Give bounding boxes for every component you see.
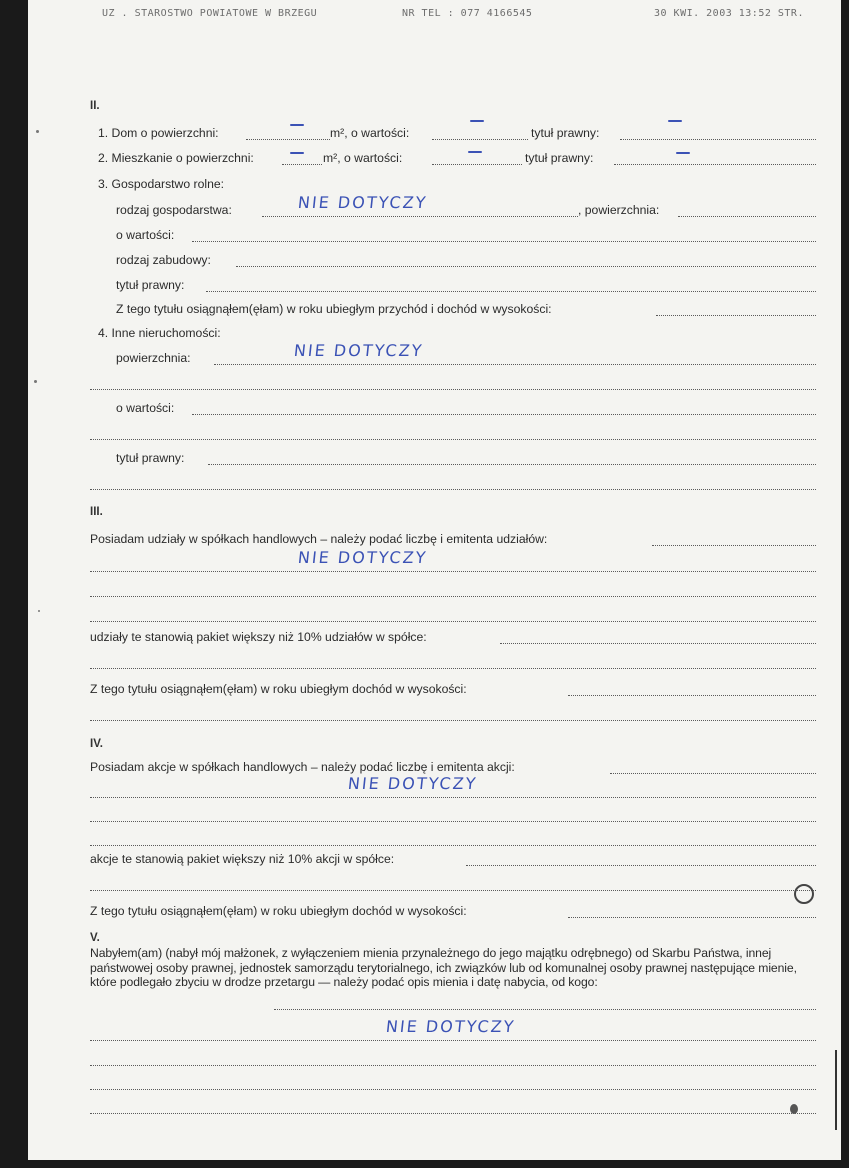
zabudowa-label: rodzaj zabudowy: (116, 253, 211, 267)
udzialy-pakiet-field[interactable] (500, 643, 816, 644)
dom-title-field[interactable] (620, 139, 816, 140)
gosp-wartosc-label: o wartości: (116, 228, 175, 242)
handwritten-mienie: NIE DOTYCZY (385, 1017, 517, 1036)
dash-mark (470, 120, 484, 122)
przychod-label: Z tego tytułu osiągnąłem(ęłam) w roku ubiegłym przychód i dochód w wysokości: (116, 302, 552, 316)
udzialy-dochod-line2 (28, 705, 841, 725)
section-5-heading: V. (90, 932, 100, 944)
mienie-field-5[interactable] (90, 1113, 816, 1114)
udzialy-row (28, 530, 841, 550)
akcje-pakiet-field[interactable] (466, 865, 816, 866)
przychod-field[interactable] (656, 315, 816, 316)
rodzaj-gosp-row (28, 193, 841, 221)
mienie-line2 (28, 1017, 841, 1045)
rodzaj-gosp-field[interactable] (262, 216, 578, 217)
inne-label: 4. Inne nieruchomości: (98, 326, 221, 340)
mieszkanie-title-field[interactable] (614, 164, 816, 165)
dash-mark (668, 120, 682, 122)
dash-mark (290, 152, 304, 154)
akcje-line4 (28, 830, 841, 850)
gospodarstwo-row (28, 175, 841, 195)
udzialy-dochod-label: Z tego tytułu osiągnąłem(ęłam) w roku ubiegłym dochód w wysokości: (90, 682, 467, 696)
gosp-tytul-row (28, 276, 841, 296)
dom-title-label: tytuł prawny: (531, 126, 600, 140)
akcje-pakiet-label: akcje te stanowią pakiet większy niż 10% akcji w spółce: (90, 852, 395, 866)
inne-powierzchnia-label: powierzchnia: (116, 351, 191, 365)
handwritten-akcje: NIE DOTYCZY (347, 774, 479, 793)
udzialy-label: Posiadam udziały w spółkach handlowych – należy podać liczbę i emitenta udziałów: (90, 532, 548, 546)
mieszkanie-value-field[interactable] (432, 164, 522, 165)
powierzchnia-comma-label: , powierzchnia: (578, 203, 660, 217)
inne-tytul-row (28, 449, 841, 469)
scanned-form-page (28, 0, 841, 1160)
scan-artifact (34, 380, 37, 383)
mienie-line5 (28, 1098, 841, 1118)
dom-unit-label: m², o wartości: (330, 126, 410, 140)
dash-mark (468, 151, 482, 153)
fax-sender: UZ . STAROSTWO POWIATOWE W BRZEGU (102, 8, 318, 19)
inne-powierzchnia-field[interactable] (214, 364, 816, 365)
akcje-pakiet-row (28, 850, 841, 870)
inne-powierzchnia-row (28, 341, 841, 369)
udzialy-pakiet-label: udziały te stanowią pakiet większy niż 10% udziałów w spółce: (90, 630, 427, 644)
scan-edge-mark (835, 1050, 837, 1130)
section-3-heading: III. (90, 506, 103, 518)
inne-tytul-label: tytuł prawny: (116, 451, 185, 465)
inne-tytul-line2 (28, 474, 841, 494)
akcje-line3 (28, 806, 841, 826)
udzialy-field-4[interactable] (90, 621, 816, 622)
handwritten-inne: NIE DOTYCZY (293, 341, 425, 360)
mienie-field-2[interactable] (90, 1040, 816, 1041)
section-4-heading: IV. (90, 738, 104, 750)
akcje-pakiet-field-2[interactable] (90, 890, 816, 891)
scan-artifact (38, 610, 40, 612)
scan-artifact (790, 1104, 798, 1114)
udzialy-line4 (28, 606, 841, 626)
akcje-pakiet-line2 (28, 875, 841, 895)
udzialy-field-2[interactable] (90, 571, 816, 572)
mienie-line3 (28, 1050, 841, 1070)
przychod-row (28, 300, 841, 320)
fax-phone: NR TEL : 077 4166545 (402, 8, 533, 19)
dom-row (28, 124, 841, 144)
udzialy-dochod-field-2[interactable] (90, 720, 816, 721)
gosp-wartosc-row (28, 226, 841, 246)
dom-label: 1. Dom o powierzchni: (98, 126, 219, 140)
mienie-field[interactable] (274, 1009, 816, 1010)
mienie-field-3[interactable] (90, 1065, 816, 1066)
mieszkanie-label: 2. Mieszkanie o powierzchni: (98, 151, 254, 165)
dash-mark (676, 152, 690, 154)
akcje-field-2[interactable] (90, 797, 816, 798)
akcje-field[interactable] (610, 773, 816, 774)
mienie-line4 (28, 1074, 841, 1094)
handwritten-udzialy: NIE DOTYCZY (297, 548, 429, 567)
udzialy-pakiet-line2 (28, 653, 841, 673)
mieszkanie-area-field[interactable] (282, 164, 322, 165)
inne-tytul-field[interactable] (208, 464, 816, 465)
inne-wartosc-field-2[interactable] (90, 439, 816, 440)
akcje-dochod-field[interactable] (568, 917, 816, 918)
akcje-dochod-label: Z tego tytułu osiągnąłem(ęłam) w roku ubiegłym dochód w wysokości: (90, 904, 467, 918)
udzialy-pakiet-row (28, 628, 841, 648)
akcje-field-4[interactable] (90, 845, 816, 846)
gosp-wartosc-field[interactable] (192, 241, 816, 242)
inne-row (28, 324, 841, 344)
udzialy-dochod-field[interactable] (568, 695, 816, 696)
mienie-field-row (28, 994, 841, 1014)
akcje-label: Posiadam akcje w spółkach handlowych – należy podać liczbę i emitenta akcji: (90, 760, 515, 774)
mieszkanie-unit-label: m², o wartości: (323, 151, 403, 165)
mienie-field-4[interactable] (90, 1089, 816, 1090)
gosp-tytul-label: tytuł prawny: (116, 278, 185, 292)
akcje-dochod-row (28, 902, 841, 922)
zabudowa-row (28, 251, 841, 271)
inne-wartosc-row (28, 399, 841, 419)
section-2-heading: II. (90, 100, 100, 112)
scan-artifact (36, 130, 39, 133)
scan-artifact (794, 884, 814, 904)
udzialy-pakiet-field-2[interactable] (90, 668, 816, 669)
mieszkanie-title-label: tytuł prawny: (525, 151, 594, 165)
akcje-field-3[interactable] (90, 821, 816, 822)
gospodarstwo-label: 3. Gospodarstwo rolne: (98, 177, 225, 191)
udzialy-field-3[interactable] (90, 596, 816, 597)
udzialy-field[interactable] (652, 545, 816, 546)
dash-mark (290, 124, 304, 126)
mieszkanie-row (28, 149, 841, 169)
inne-powierzchnia-field-2[interactable] (90, 389, 816, 390)
handwritten-gosp: NIE DOTYCZY (297, 193, 429, 212)
inne-wartosc-label: o wartości: (116, 401, 175, 415)
gosp-tytul-field[interactable] (206, 291, 816, 292)
zabudowa-field[interactable] (236, 266, 816, 267)
dom-area-field[interactable] (246, 139, 330, 140)
inne-tytul-field-2[interactable] (90, 489, 816, 490)
gosp-area-field[interactable] (678, 216, 816, 217)
inne-powierzchnia-line2 (28, 374, 841, 394)
udzialy-line3 (28, 581, 841, 601)
udzialy-line2 (28, 548, 841, 576)
mienie-paragraph: Nabyłem(am) (nabył mój małżonek, z wyłączeniem mienia przynależnego do jego majątku odrębnego) od Skarbu Państwa, innej państwowej osoby prawnej, jednostek samorządu terytorialnego, ich związków lub od komunalnej osoby prawnej następujące mienie, które podlegało zbyciu w drodze przetargu — należy podać opis mienia i datę nabycia, od kogo: (90, 946, 797, 989)
rodzaj-gosp-label: rodzaj gospodarstwa: (116, 203, 232, 217)
inne-wartosc-line2 (28, 424, 841, 444)
akcje-line2 (28, 774, 841, 802)
dom-value-field[interactable] (432, 139, 528, 140)
udzialy-dochod-row (28, 680, 841, 700)
scan-bottom-border (0, 1160, 849, 1168)
fax-date-page: 30 KWI. 2003 13:52 STR. (654, 8, 804, 19)
inne-wartosc-field[interactable] (192, 414, 816, 415)
